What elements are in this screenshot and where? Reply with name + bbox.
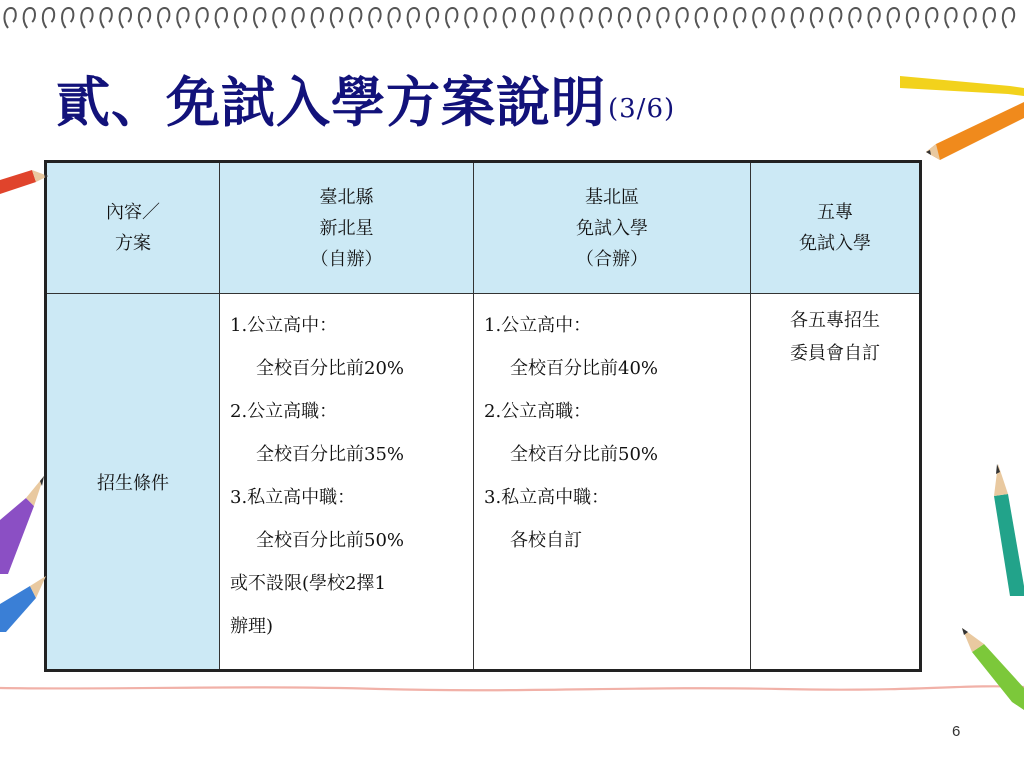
spiral-binding <box>0 0 1024 40</box>
header-five-year-college: 五專 免試入學 <box>751 162 921 294</box>
admission-plan-table <box>44 160 922 672</box>
yellow-pencil-icon <box>900 64 1024 104</box>
red-pencil-icon <box>0 166 48 198</box>
page-number: 6 <box>952 723 961 740</box>
table-row <box>46 294 921 671</box>
table-header-row <box>46 162 921 294</box>
header-taipei-county: 臺北縣 新北星 （自辦） <box>220 162 474 294</box>
cell-keelung-taipei-conditions: 1.公立高中： 全校百分比前40% 2.公立高職： 全校百分比前50% 3.私立高中職： 各校自訂 <box>474 294 751 671</box>
header-row-label: 內容／ 方案 <box>46 162 220 294</box>
blue-pencil-icon <box>0 572 46 632</box>
green-pencil-icon <box>960 626 1024 710</box>
decorative-underline <box>0 676 1024 706</box>
header-keelung-taipei-region: 基北區 免試入學 （合辦） <box>474 162 751 294</box>
orange-pencil-icon <box>926 100 1024 170</box>
teal-pencil-icon <box>984 456 1024 596</box>
row-label-admission-conditions: 招生條件 <box>46 294 220 671</box>
cell-five-year-college-conditions: 各五專招生 委員會自訂 <box>751 294 921 671</box>
page-title <box>56 60 675 137</box>
cell-taipei-county-conditions: 1.公立高中： 全校百分比前20% 2.公立高職： 全校百分比前35% 3.私立高中職： 全校百分比前50% 或不設限(學校2擇1 辦理) <box>220 294 474 671</box>
title-subtitle: (3/6) <box>608 94 676 124</box>
title-main: 貳、免試入學方案說明 <box>56 70 606 134</box>
purple-pencil-icon <box>0 470 52 574</box>
